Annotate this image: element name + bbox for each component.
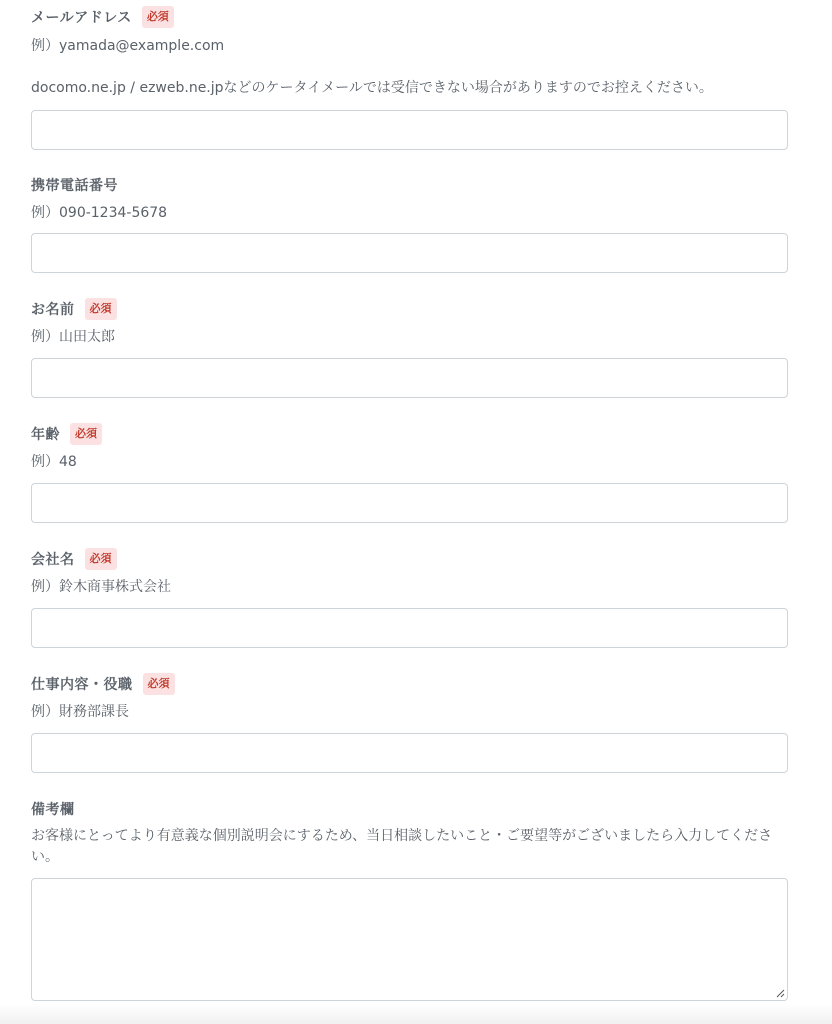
name-label: お名前: [31, 302, 75, 318]
job-label: 仕事内容・役職: [31, 677, 133, 693]
phone-example: 例）090-1234-5678: [31, 205, 168, 221]
job-input[interactable]: [31, 733, 788, 773]
job-example: 例）財務部課長: [31, 704, 129, 720]
name-field-group: [31, 297, 788, 347]
required-badge: 必須: [70, 423, 102, 445]
email-note: docomo.ne.jp / ezweb.ne.jpなどのケータイメールでは受信できない場合がありますのでお控えください。: [31, 80, 713, 96]
remarks-label: 備考欄: [31, 802, 75, 818]
remarks-note: お客様にとってより有意義な個別説明会にするため、当日相談したいこと・ご要望等がございましたら入力してください。: [31, 828, 773, 865]
age-input[interactable]: [31, 483, 788, 523]
required-badge: 必須: [142, 6, 174, 28]
email-label: メールアドレス: [31, 10, 132, 26]
name-input[interactable]: [31, 358, 788, 398]
page-bottom-edge: [0, 1004, 832, 1024]
phone-field-group: [31, 173, 788, 223]
required-badge: 必須: [85, 298, 117, 320]
company-example: 例）鈴木商事株式会社: [31, 579, 171, 595]
job-field-group: [31, 672, 788, 722]
email-example: 例）yamada@example.com: [31, 38, 225, 54]
age-label: 年齢: [31, 427, 60, 443]
required-badge: 必須: [143, 673, 175, 695]
company-input[interactable]: [31, 608, 788, 648]
remarks-textarea[interactable]: [31, 878, 788, 1001]
company-field-group: [31, 547, 788, 597]
age-example: 例）48: [31, 454, 77, 470]
email-field-group: [31, 5, 788, 99]
phone-input[interactable]: [31, 233, 788, 273]
phone-label: 携帯電話番号: [31, 178, 118, 194]
age-field-group: [31, 422, 788, 472]
required-badge: 必須: [85, 548, 117, 570]
name-example: 例）山田太郎: [31, 329, 115, 345]
remarks-field-group: [31, 797, 788, 868]
email-input[interactable]: [31, 110, 788, 150]
company-label: 会社名: [31, 552, 75, 568]
resize-handle-icon[interactable]: [775, 988, 785, 998]
